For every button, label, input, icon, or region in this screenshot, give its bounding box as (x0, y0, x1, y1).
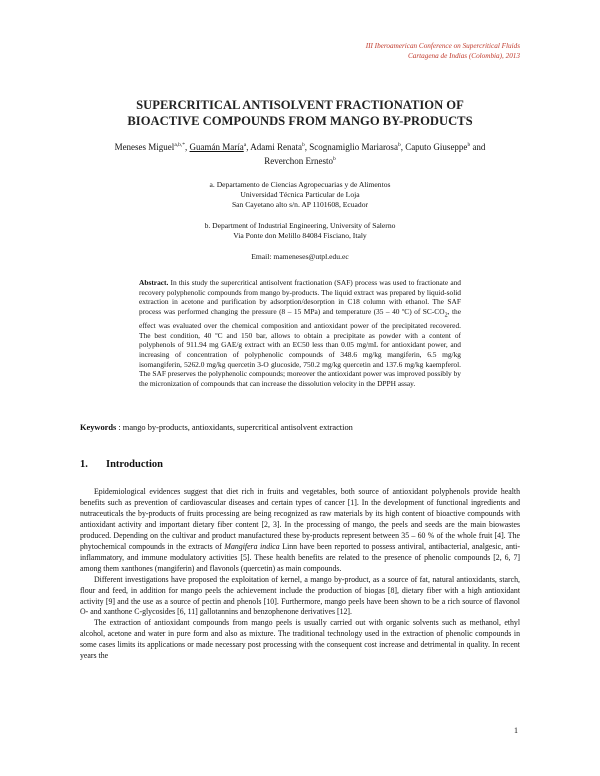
affiliation-a (120, 180, 480, 211)
affiliation-line: Via Ponte don Melillo 84084 Fisciano, Italy (233, 231, 367, 241)
paragraph-text: Epidemiological evidences suggest that diet rich in fruits and vegetables, both source of antioxidant polyphenols provide health benefits such as prevention of cardiovascular diseases and certain types of cancer [1]. In the development of functional ingredients and nutraceuticals the by-products of fruits processing are being recognized as raw materials by its high content of bioactive compounds with antioxidant activity and important dietary fiber content [2, 3]. In the processing of mango, the peels and seeds are the main biowastes produced. Depending on the cultivar and product manufactured these by-products represent between 35 – 60 % of the whole fruit [4]. The phytochemical compounds in the extracts of (80, 487, 520, 551)
species-name: Mangifera indica (224, 541, 280, 551)
author-affiliation-mark: b (467, 142, 471, 148)
author-affiliation-mark: a (243, 142, 247, 148)
affiliation-line: San Cayetano alto s/n. AP 1101608, Ecuador (231, 200, 369, 210)
paragraph-text: Linn have been reported to possess antiviral, antibacterial, analgesic, anti-inflammatory, and immune modulatory activities [5]. These health benefits are related to the presence of phenolic compounds [2, 6, 7] among them xanthones (mangiferin) and flavonols (quercetin) as main compounds. (80, 541, 520, 573)
author-affiliation-mark: a,b, (174, 142, 183, 148)
affiliation-line: Universidad Técnica Particular de Loja (240, 190, 360, 200)
title-line-2: BIOACTIVE COMPOUNDS FROM MANGO BY-PRODUCTS (127, 113, 473, 128)
author-conjunction: and (472, 142, 486, 152)
author-name: Scognamiglio Mariarosa (309, 142, 398, 152)
author-name: Reverchon Ernesto (264, 155, 333, 166)
abstract (139, 278, 461, 389)
author-list: Meneses Miguel$^{a,b,*}$, Guamán María$^a$, Adami Renata$^b$, Scognamiglio Mariarosa$^b$, Caputo Giuseppe$^b$ and Reverchon Ernesto$^b$ (114, 142, 486, 166)
corresponding-mark: * (182, 142, 186, 148)
paragraph (80, 487, 520, 575)
page-number: 1 (514, 726, 518, 735)
paragraph: Different investigations have proposed the exploitation of kernel, a mango by-product, as a source of fat, natural antioxidants, starch, flour and feed, in addition for mango peels the achievement include the production of biogas [8], dietary fiber with a high antioxidant activity [9] and the use as a source of pectin and phenols [10]. Furthermore, mango peels have been shown to be a rich source of flavonol O- and xanthone C-glycosides [6, 11] gallotannins and benzophenone derivatives [12]. (80, 574, 520, 617)
author-name: Caputo Giuseppe (405, 142, 468, 152)
keywords (80, 423, 520, 432)
paper-title (70, 98, 530, 129)
abstract-text: In this study the supercritical antisolvent fractionation (SAF) process was used to fractionate and recovery polyphenolic compounds from mango by-products. The liquid extract was prepared by liquid-solid extraction in acetone and purification by adsorption/desorption in C18 column with ethanol. The SAF process was performed changing the pressure (8 – 15 MPa) and temperature (35 – 40 ºC) of SC-CO (139, 278, 461, 316)
author-affiliation-mark: b (301, 142, 305, 148)
affiliation-line: b. Department of Industrial Engineering, University of Salerno (204, 221, 396, 230)
body-text (80, 487, 520, 662)
contact-email: Email: mameneses@utpl.edu.ec (251, 252, 349, 261)
author-name: Adami Renata (250, 142, 302, 152)
keywords-text: : mango by-products, antioxidants, supercritical antisolvent extraction (118, 423, 353, 432)
author-affiliation-mark: b (332, 155, 336, 162)
paragraph: The extraction of antioxidant compounds from mango peels is usually carried out with organic solvents such as methanol, ethyl alcohol, acetone and water in pure form and also as mixture. The traditional technology used in the extraction of phenolic compounds in some cases limits its applications or made necessary post processing with the consequent cost increase and detrimental in quality. In recent years the (80, 618, 520, 661)
conference-location: Cartagena de Indias (Colombia), 2013 (408, 51, 520, 60)
author-affiliation-mark: b (397, 142, 401, 148)
author-name: Guamán María (189, 142, 244, 152)
abstract-label: Abstract. (139, 278, 169, 287)
affiliation-b (120, 221, 480, 241)
title-line-1: SUPERCRITICAL ANTISOLVENT FRACTIONATION OF (136, 98, 464, 112)
section-number: 1. (80, 459, 88, 470)
conference-name: III Iberoamerican Conference on Supercritical Fluids (365, 42, 520, 50)
keywords-label: Keywords (80, 423, 117, 432)
author-name: Meneses Miguel (114, 142, 175, 152)
section-title: Introduction (106, 459, 163, 470)
abstract-subscript: 2 (444, 312, 448, 319)
affiliation-line: a. Departamento de Ciencias Agropecuarias y de Alimentos (209, 180, 391, 189)
abstract-text: , the effect was evaluated over the chemical composition and antioxidant power of the precipitated recovered. The best condition, 40 ºC and 150 bar, allows to obtain a precipitate as powder with a content of polyphenols of 911.94 mg GAE/g extract with an EC50 less than 0.05 mg/mL for antioxidant power, and increasing of concentration of polyphenolic compounds of 348.6 mg/kg mangiferin, 6.5 mg/kg isomangiferin, 5262.0 mg/kg quercetin 3-O glucoside, 750.2 mg/kg quercetin and 137.6 mg/kg kaempferol. The SAF preserves the polyphenolic compounds; moreover the antioxidant power was improved possibly by the micronization of compounds that can increase the dissolution velocity in the DPPH assay. (139, 306, 461, 389)
conference-header (366, 42, 520, 61)
section-heading (80, 459, 163, 470)
